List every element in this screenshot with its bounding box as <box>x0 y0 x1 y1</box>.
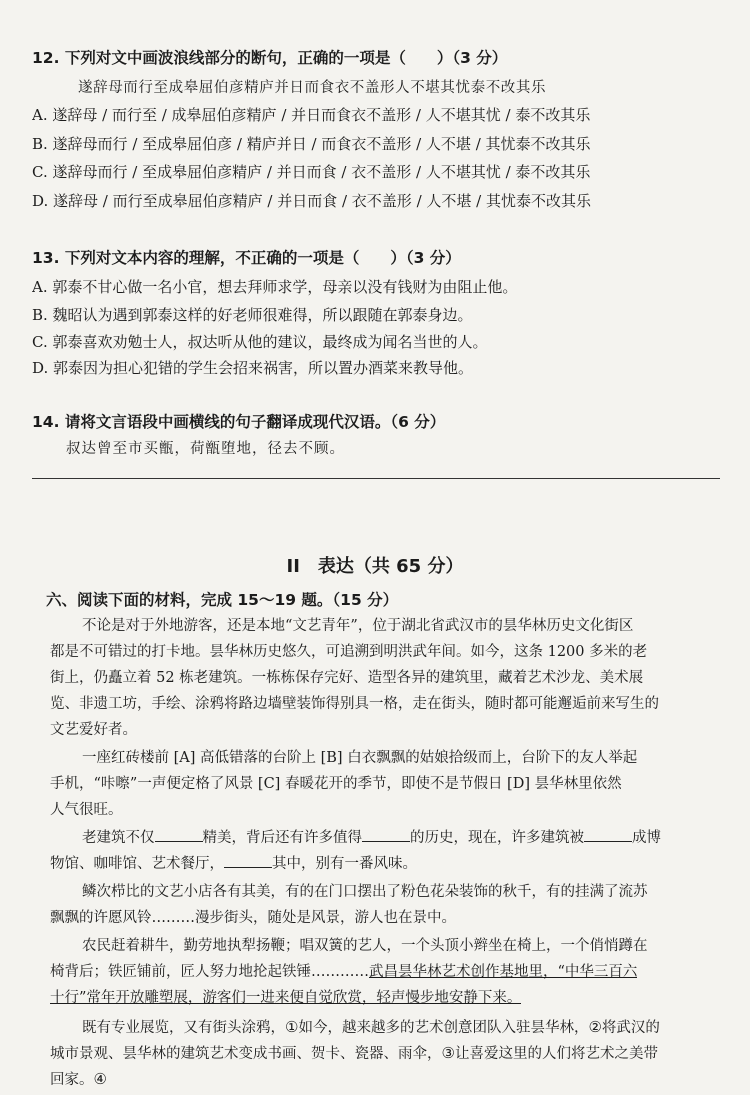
q12-option-c: C. 遂辞母而行 / 至成皋屈伯彦精庐 / 并日而食 / 衣不盖形 / 人不堪其忧 / 泰不改其乐 <box>32 163 591 181</box>
blank-1[interactable] <box>155 829 203 842</box>
part6-heading: 六、阅读下面的材料，完成 15～19 题。（15 分） <box>46 591 399 609</box>
p5-line-1: 农民赶着耕牛，勤劳地执犁扬鞭；唱双簧的艺人，一个头顶小辫坐在椅上，一个俏悄蹲在 <box>82 938 648 954</box>
p3-text-d: 成博 <box>632 830 661 846</box>
q14-stem: 14. 请将文言语段中画横线的句子翻译成现代汉语。（6 分） <box>32 413 446 431</box>
p6-line-1 <box>82 1016 660 1037</box>
p2-line-2: 手机，“咔嚓”一声便定格了风景 [C] 春暖花开的季节，即使不是节假日 [D] 昙华林里依然 <box>50 776 622 792</box>
q14-sentence: 叔达曾至市买甑，荷甑堕地，径去不顾。 <box>66 441 345 457</box>
p1-line-4: 览、非遗工坊，手绘、涂鸦将路边墙壁装饰得别具一格，走在街头，随时都可能邂逅前来写生的 <box>50 696 659 712</box>
marker-2: ② <box>588 1018 602 1036</box>
q13-stem: 13. 下列对文本内容的理解，不正确的一项是（ ）（3 分） <box>32 249 461 267</box>
p3-text-c: 的历史，现在，许多建筑被 <box>410 830 584 846</box>
blank-2[interactable] <box>362 829 410 842</box>
p6-line-2 <box>50 1042 658 1063</box>
p1-line-2: 都是不可错过的打卡地。昙华林历史悠久，可追溯到明洪武年间。如今，这条 1200 多米的老 <box>50 644 648 660</box>
blank-3[interactable] <box>584 829 632 842</box>
marker-4: ④ <box>93 1070 107 1088</box>
p3-text-e: 物馆、咖啡馆、艺术餐厅， <box>50 856 224 872</box>
q13-option-a: A. 郭泰不甘心做一名小官，想去拜师求学，母亲以没有钱财为由阻止他。 <box>32 278 518 296</box>
p6-text-b: 如今，越来越多的艺术创意团队入驻昙华林， <box>298 1020 589 1036</box>
q13-option-b: B. 魏昭认为遇到郭泰这样的好老师很难得，所以跟随在郭泰身边。 <box>32 306 473 324</box>
divider-line <box>32 478 720 479</box>
q13-option-c: C. 郭泰喜欢劝勉士人，叔达听从他的建议，最终成为闻名当世的人。 <box>32 333 488 351</box>
p1-line-3: 街上，仍矗立着 52 栋老建筑。一栋栋保存完好、造型各异的建筑里，藏着艺术沙龙、美术展 <box>50 670 644 686</box>
p6-text-c: 将武汉的 <box>601 1020 660 1036</box>
p1-line-1: 不论是对于外地游客，还是本地“文艺青年”，位于湖北省武汉市的昙华林历史文化街区 <box>82 618 634 634</box>
p3-text-b: 精美，背后还有许多值得 <box>202 830 362 846</box>
p3-line-1 <box>82 826 661 847</box>
p5-text-b: 椅背后；铁匠铺前，匠人努力地抡起铁锤………… <box>50 964 369 980</box>
p4-line-1: 鳞次栉比的文艺小店各有其美，有的在门口摆出了粉色花朵装饰的秋千，有的挂满了流苏 <box>82 884 648 900</box>
p6-line-3 <box>50 1068 107 1089</box>
marker-1: ① <box>285 1018 299 1036</box>
section-title: II 表达（共 65 分） <box>286 556 464 577</box>
q13-option-d: D. 郭泰因为担心犯错的学生会招来祸害，所以置办酒菜来教导他。 <box>32 359 474 377</box>
p3-text-a: 老建筑不仅 <box>82 830 155 846</box>
p1-line-5: 文艺爱好者。 <box>50 722 137 738</box>
p4-line-2: 飘飘的许愿风铃………漫步街头，随处是风景，游人也在景中。 <box>50 910 456 926</box>
p2-line-3: 人气很旺。 <box>50 802 123 818</box>
p5-line-2 <box>50 960 637 981</box>
q12-option-d: D. 遂辞母 / 而行至成皋屈伯彦精庐 / 并日而食 / 衣不盖形 / 人不堪 / 其忧泰不改其乐 <box>32 192 591 210</box>
underlined-sentence-1: 武昌昙华林艺术创作基地里，“中华三百六 <box>369 964 638 980</box>
q12-passage: 遂辞母而行至成皋屈伯彦精庐并日而食衣不盖形人不堪其忧泰不改其乐 <box>78 80 547 96</box>
q12-stem: 12. 下列对文中画波浪线部分的断句，正确的一项是（ ）（3 分） <box>32 49 508 67</box>
q12-option-a: A. 遂辞母 / 而行至 / 成皋屈伯彦精庐 / 并日而食衣不盖形 / 人不堪其忧 / 泰不改其乐 <box>32 106 591 124</box>
q12-option-b: B. 遂辞母而行 / 至成皋屈伯彦 / 精庐并日 / 而食衣不盖形 / 人不堪 / 其忧泰不改其乐 <box>32 135 591 153</box>
p3-text-f: 其中，别有一番风味。 <box>272 856 417 872</box>
marker-3: ③ <box>441 1044 455 1062</box>
p6-text-a: 既有专业展览，又有街头涂鸦， <box>82 1020 285 1036</box>
p6-text-d: 城市景观、昙华林的建筑艺术变成书画、贺卡、瓷器、雨伞， <box>50 1046 442 1062</box>
blank-4[interactable] <box>224 855 272 868</box>
p3-line-2 <box>50 852 417 873</box>
p6-text-e: 让喜爱这里的人们将艺术之美带 <box>454 1046 658 1062</box>
p2-line-1: 一座红砖楼前 [A] 高低错落的台阶上 [B] 白衣飘飘的姑娘拾级而上，台阶下的友人举起 <box>82 750 638 766</box>
underlined-sentence-2: 十行”常年开放雕塑展，游客们一进来便自觉欣赏，轻声慢步地安静下来。 <box>50 990 522 1006</box>
p6-text-f: 回家。 <box>50 1072 94 1088</box>
